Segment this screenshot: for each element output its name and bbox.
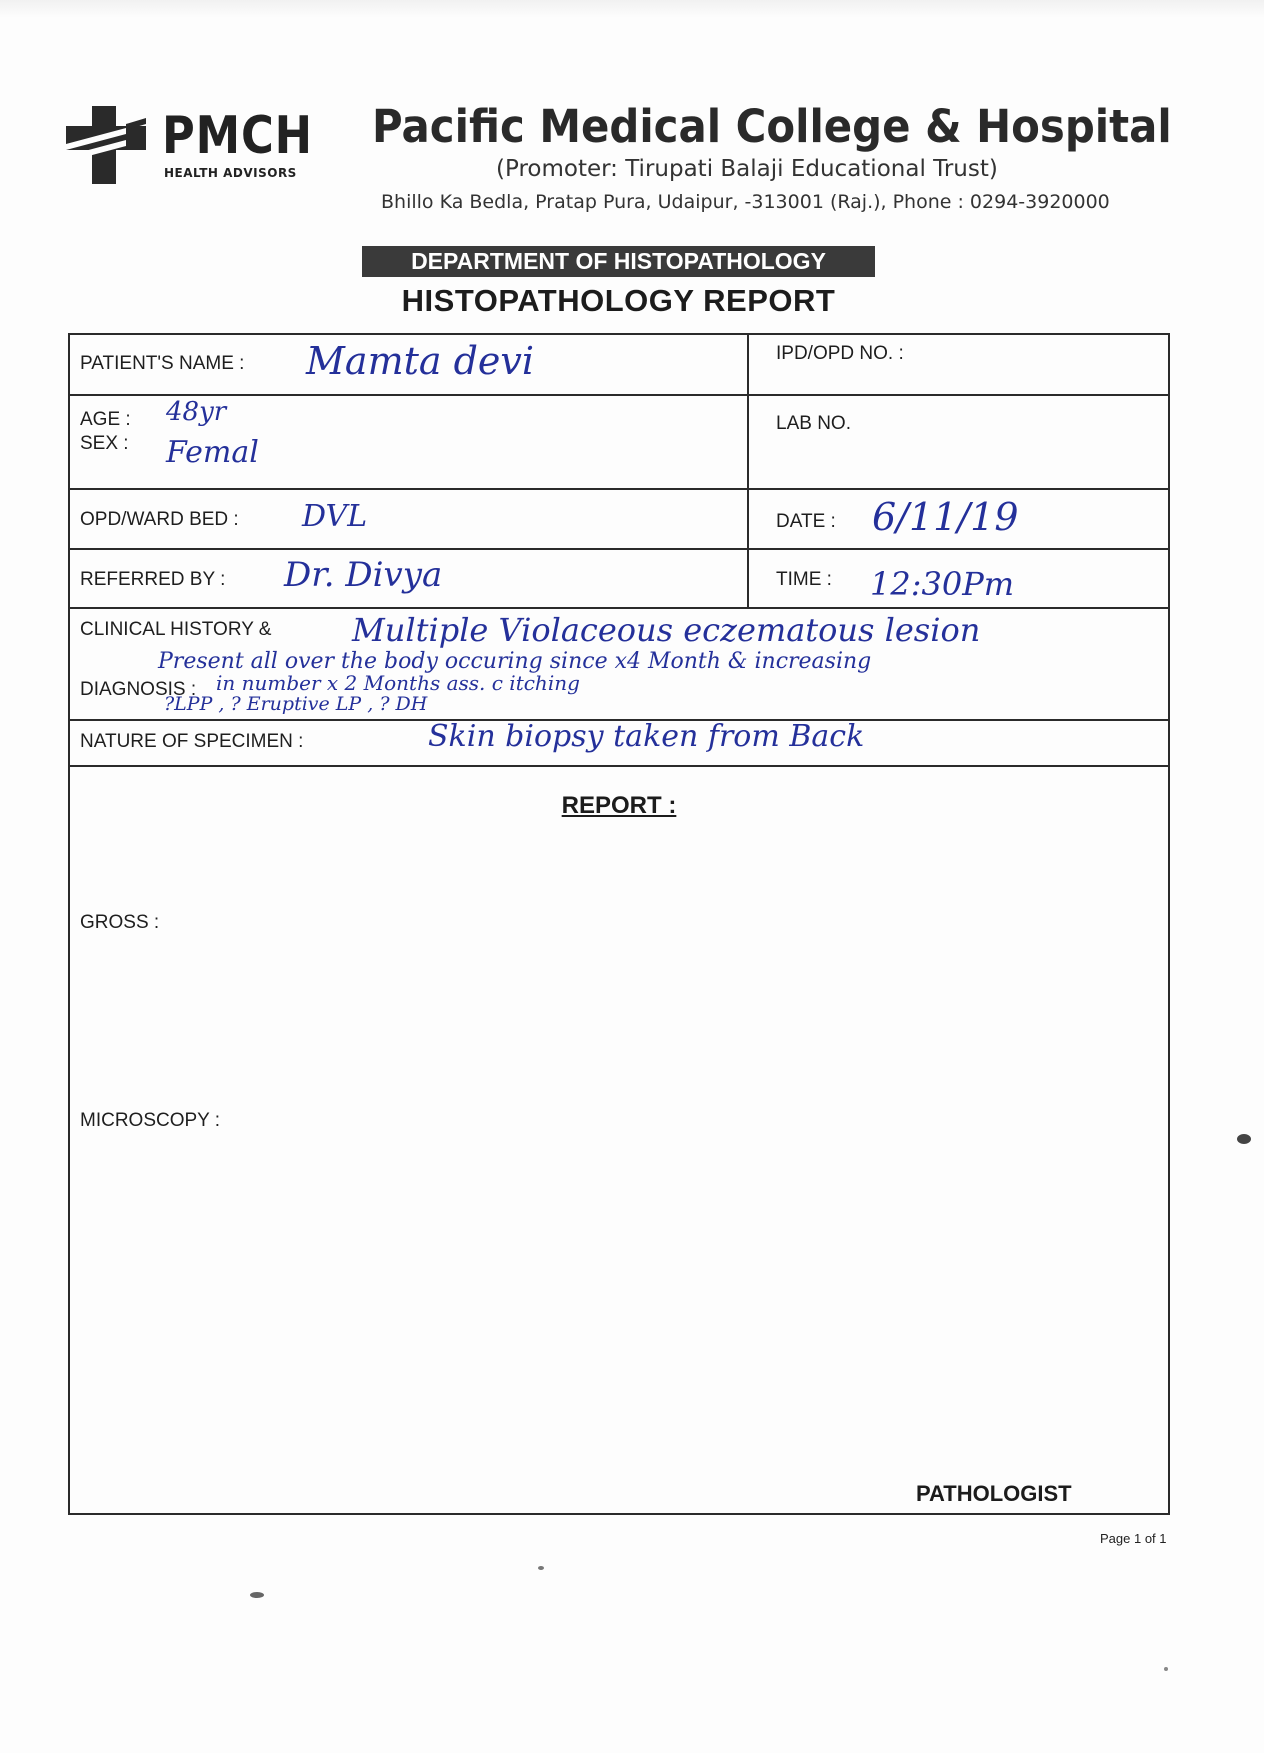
cross-logo-icon bbox=[66, 104, 162, 186]
page-number: Page 1 of 1 bbox=[1100, 1531, 1167, 1546]
report-heading: REPORT : bbox=[561, 792, 677, 819]
address-line: Bhillo Ka Bedla, Pratap Pura, Udaipur, -313001 (Raj.), Phone : 0294-3920000 bbox=[381, 191, 1110, 213]
logo-wordmark: PMCH bbox=[162, 106, 313, 166]
opd-ward-label: OPD/WARD BED : bbox=[80, 509, 239, 530]
diagnosis-value: ?LPP , ? Eruptive LP , ? DH bbox=[164, 693, 428, 715]
scan-speck bbox=[538, 1566, 544, 1570]
clinical-history-line1: Multiple Violaceous eczematous lesion bbox=[352, 611, 981, 649]
time-value: 12:30Pm bbox=[870, 565, 1015, 603]
ipd-opd-label: IPD/OPD NO. : bbox=[776, 343, 904, 364]
scan-speck bbox=[250, 1592, 264, 1598]
scan-speck bbox=[1164, 1667, 1168, 1671]
time-label: TIME : bbox=[776, 569, 832, 590]
scan-speck bbox=[1237, 1134, 1251, 1144]
diagnosis-label: DIAGNOSIS : bbox=[80, 679, 197, 700]
age-label: AGE : bbox=[80, 409, 131, 430]
clinical-history-label: CLINICAL HISTORY & bbox=[80, 619, 272, 640]
scan-edge bbox=[0, 0, 1264, 18]
row-divider bbox=[70, 488, 1168, 490]
column-divider bbox=[747, 335, 749, 607]
lab-no-label: LAB NO. bbox=[776, 413, 851, 434]
referred-by-value: Dr. Divya bbox=[284, 555, 443, 595]
logo-subtext: HEALTH ADVISORS bbox=[164, 166, 297, 180]
microscopy-label: MICROSCOPY : bbox=[80, 1110, 221, 1131]
row-divider bbox=[70, 394, 1168, 396]
promoter-line: (Promoter: Tirupati Balaji Educational Trust) bbox=[496, 156, 998, 182]
report-title: HISTOPATHOLOGY REPORT bbox=[401, 283, 836, 318]
opd-ward-value: DVL bbox=[302, 499, 368, 534]
patient-name-value: Mamta devi bbox=[306, 339, 535, 383]
row-divider bbox=[70, 765, 1168, 767]
referred-by-label: REFERRED BY : bbox=[80, 569, 226, 590]
clinical-history-line2: Present all over the body occuring since x4 Month & increasing bbox=[158, 649, 872, 674]
pathologist-signature-label: PATHOLOGIST bbox=[916, 1481, 1072, 1506]
department-banner: DEPARTMENT OF HISTOPATHOLOGY bbox=[362, 246, 875, 277]
date-value: 6/11/19 bbox=[872, 495, 1019, 539]
specimen-label: NATURE OF SPECIMEN : bbox=[80, 731, 304, 752]
hospital-name: Pacific Medical College & Hospital bbox=[372, 100, 1172, 153]
clinical-history-line3: in number x 2 Months ass. c itching bbox=[216, 671, 580, 695]
report-form bbox=[68, 333, 1170, 1515]
date-label: DATE : bbox=[776, 511, 836, 532]
patient-name-label: PATIENT'S NAME : bbox=[80, 353, 245, 374]
gross-label: GROSS : bbox=[80, 912, 160, 933]
specimen-value: Skin biopsy taken from Back bbox=[428, 719, 865, 754]
pmch-logo bbox=[66, 104, 316, 186]
sex-label: SEX : bbox=[80, 433, 129, 454]
row-divider bbox=[70, 607, 1168, 609]
age-value: 48yr bbox=[166, 397, 227, 427]
row-divider bbox=[70, 548, 1168, 550]
sex-value: Femal bbox=[166, 435, 259, 470]
